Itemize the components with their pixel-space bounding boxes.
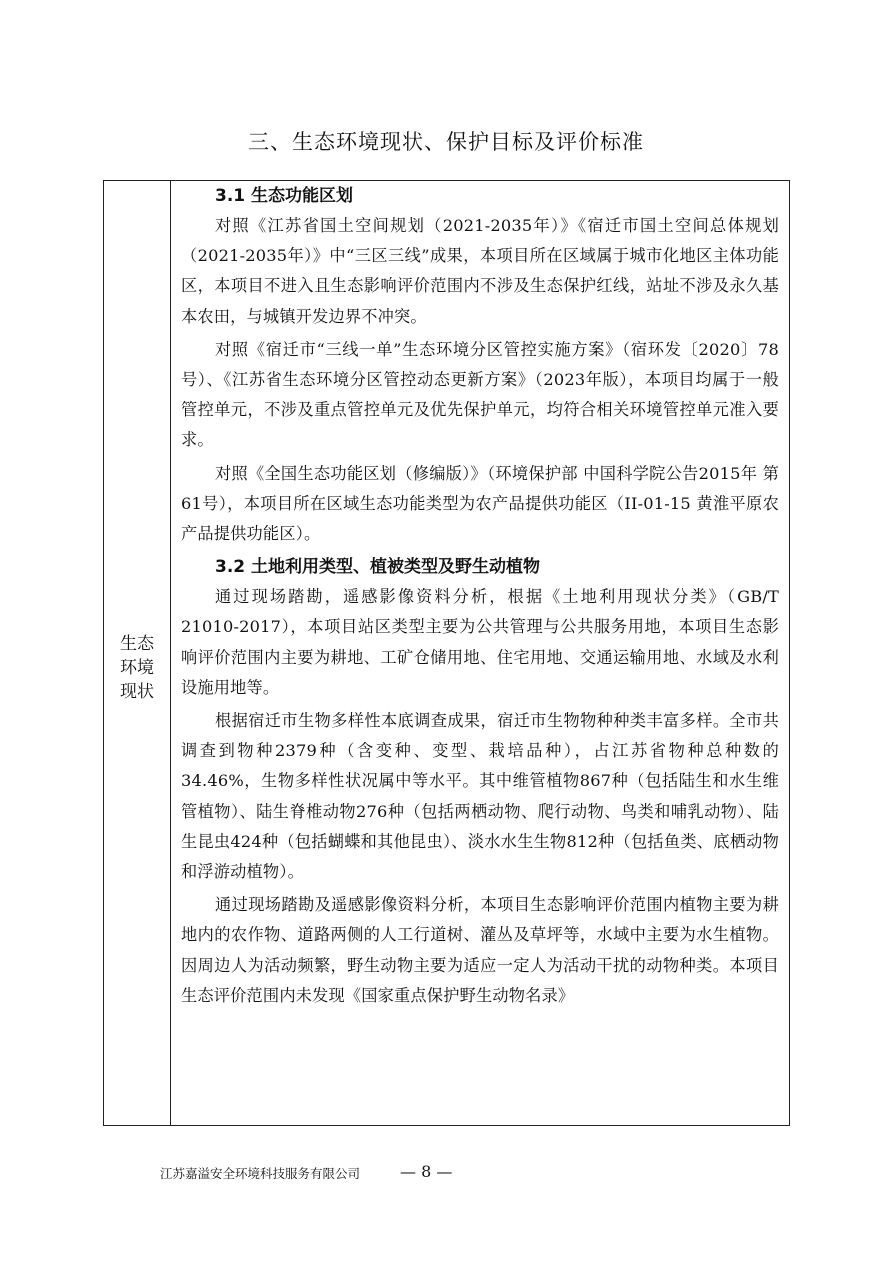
section-heading-3-2: 3.2 土地利用类型、植被类型及野生动植物 [215,557,541,578]
content-table [103,180,790,1126]
row-label-cell [104,181,171,1125]
page-title: 三、生态环境现状、保护目标及评价标准 [248,130,644,154]
paragraph: 通过现场踏勘及遥感影像资料分析，本项目生态影响评价范围内植物主要为耕地内的农作物、道路两侧的人工行道树、灌丛及草坪等，水域中主要为水生植物。因周边人为活动频繁，野生动物主要为适应一定人为活动干扰的动物种类。本项目生态评价范围内未发现《国家重点保护野生动物名录》 [181,895,779,1005]
footer-company: 江苏嘉溢安全环境科技服务有限公司 [160,1166,361,1181]
section-heading-3-1: 3.1 生态功能区划 [215,186,354,206]
row-label: 生态环境现状 [120,634,154,702]
page-number: — 8 — [400,1162,453,1181]
page-footer [0,1162,892,1192]
row-content-cell [171,181,789,1125]
paragraph: 通过现场踏勘，遥感影像资料分析，根据《土地利用现状分类》（GB/T 21010-2017），本项目站区类型主要为公共管理与公共服务用地，本项目生态影响评价范围内主要为耕地、工矿仓储用地、住宅用地、交通运输用地、水域及水利设施用地等。 [181,587,779,697]
paragraph: 对照《江苏省国土空间规划（2021-2035年）》《宿迁市国土空间总体规划（2021-2035年）》中“三区三线”成果，本项目所在区域属于城市化地区主体功能区，本项目不进入且生态影响评价范围内不涉及生态保护红线，站址不涉及永久基本农田，与城镇开发边界不冲突。 [181,216,779,326]
paragraph: 对照《宿迁市“三线一单”生态环境分区管控实施方案》（宿环发〔2020〕78号）、《江苏省生态环境分区管控动态更新方案》（2023年版），本项目均属于一般管控单元，不涉及重点管控单元及优先保护单元，均符合相关环境管控单元准入要求。 [181,339,779,450]
paragraph: 对照《全国生态功能区划（修编版）》（环境保护部 中国科学院公告2015年 第61号），本项目所在区域生态功能类型为农产品提供功能区（II-01-15 黄淮平原农产品提供功能区）。 [181,463,779,544]
paragraph: 根据宿迁市生物多样性本底调查成果，宿迁市生物物种种类丰富多样。全市共调查到物种2379种（含变种、变型、栽培品种），占江苏省物种总种数的34.46%，生物多样性状况属中等水平。其中维管植物867种（包括陆生和水生维管植物）、陆生脊椎动物276种（包括两栖动物、爬行动物、鸟类和哺乳动物）、陆生昆虫424种（包括蝴蝶和其他昆虫）、淡水水生生物812种（包括鱼类、底栖动物和浮游动植物）。 [181,711,779,882]
